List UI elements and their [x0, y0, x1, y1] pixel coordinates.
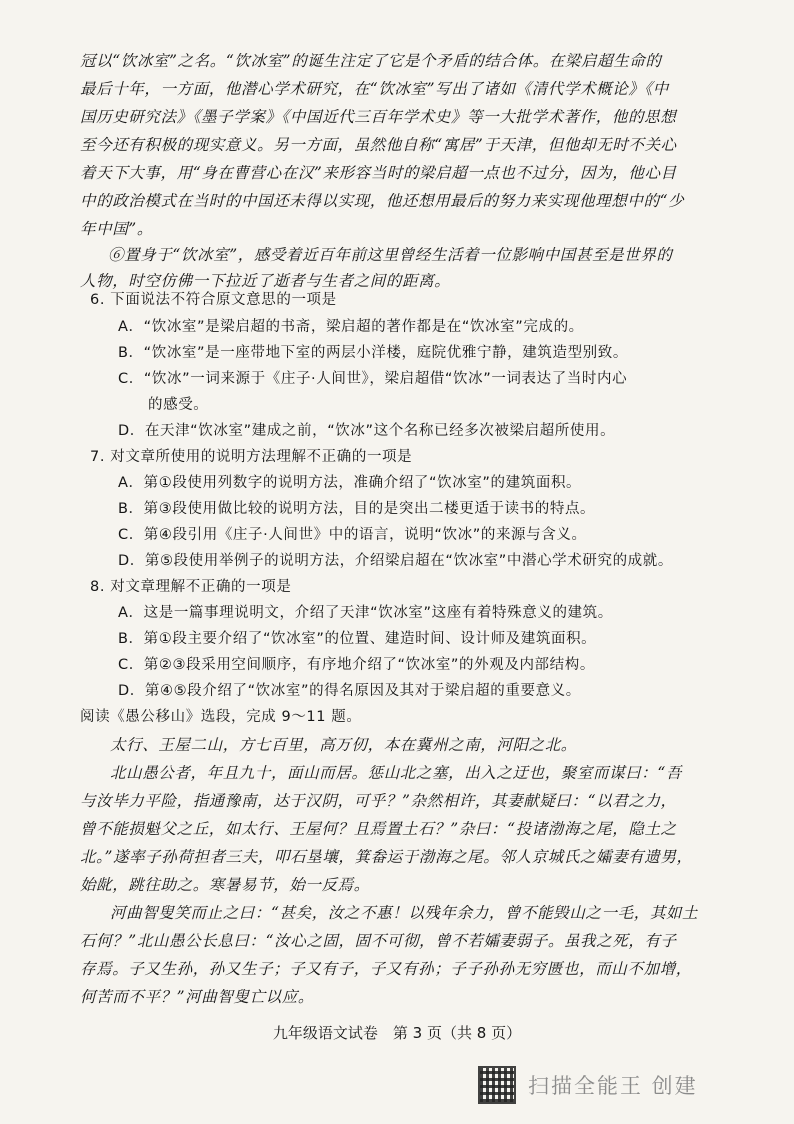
passage-line: 冠以“饮冰室”之名。“饮冰室”的诞生注定了它是个矛盾的结合体。在梁启超生命的	[80, 52, 662, 70]
classical-line: 曾不能损魁父之丘，如太行、王屋何？且焉置土石？”杂曰：“投诸渤海之尾，隐土之	[80, 820, 677, 838]
q6-option-c-cont: 的感受。	[148, 397, 209, 413]
passage-line: 着天下大事，用“身在曹营心在汉”来形容当时的梁启超一点也不过分，因为，他心目	[80, 164, 677, 182]
classical-line: 太行、王屋二山，方七百里，高万仞，本在冀州之南，河阳之北。	[110, 736, 577, 754]
classical-line: 始龀，跳往助之。寒暑易节，始一反焉。	[80, 876, 370, 894]
passage-line: 至今还有积极的现实意义。另一方面，虽然他自称“寓居”于天津，但他却无时不关心	[80, 136, 677, 154]
classical-line: 北山愚公者，年且九十，面山而居。惩山北之塞，出入之迂也，聚室而谋曰：“吾	[110, 764, 683, 782]
qr-code-icon	[478, 1066, 516, 1104]
q7-option-b: B．第③段使用做比较的说明方法，目的是突出二楼更适于读书的特点。	[118, 501, 596, 517]
passage-line: 中的政治模式在当时的中国还未得以实现，他还想用最后的努力来实现他理想中的“少	[80, 192, 685, 210]
q7-option-c: C．第④段引用《庄子·人间世》中的语言，说明“饮冰”的来源与含义。	[118, 527, 587, 543]
classical-line: 北。”遂率子孙荷担者三夫，叩石垦壤，箕畚运于渤海之尾。邻人京城氏之孀妻有遗男，	[80, 848, 693, 866]
page-footer: 九年级语文试卷 第 3 页（共 8 页）	[272, 1024, 522, 1042]
q7-option-a: A．第①段使用列数字的说明方法，准确介绍了“饮冰室”的建筑面积。	[118, 475, 582, 491]
reading-instruction: 阅读《愚公移山》选段，完成 9～11 题。	[80, 709, 362, 725]
classical-line: 石何？”北山愚公长息曰：“汝心之固，固不可彻，曾不若孀妻弱子。虽我之死，有子	[80, 932, 677, 950]
q8-option-d: D．第④⑤段介绍了“饮冰室”的得名原因及其对于梁启超的重要意义。	[118, 683, 581, 699]
q6-option-a: A．“饮冰室”是梁启超的书斋，梁启超的著作都是在“饮冰室”完成的。	[118, 319, 584, 335]
question-7-stem: 7. 对文章所使用的说明方法理解不正确的一项是	[90, 449, 413, 465]
classical-line: 与汝毕力平险，指通豫南，达于汉阴，可乎？”杂然相许，其妻献疑曰：“以君之力，	[80, 792, 677, 810]
q6-option-d: D．在天津“饮冰室”建成之前，“饮冰”这个名称已经多次被梁启超所使用。	[118, 423, 616, 439]
q8-option-a: A．这是一篇事理说明文，介绍了天津“饮冰室”这座有着特殊意义的建筑。	[118, 605, 613, 621]
classical-line: 何苦而不平？”河曲智叟亡以应。	[80, 988, 314, 1006]
question-6-stem: 6. 下面说法不符合原文意思的一项是	[90, 292, 337, 308]
passage-line: 国历史研究法》《墨子学案》《中国近代三百年学术史》等一大批学术著作，他的思想	[80, 108, 677, 126]
passage-line: 最后十年，一方面，他潜心学术研究，在“饮冰室”写出了诸如《清代学术概论》《中	[80, 80, 669, 98]
classical-line: 存焉。子又生孙，孙又生子；子又有子，子又有孙；子子孙孙无穷匮也，而山不加增，	[80, 960, 692, 978]
passage-line: ⑥置身于“饮冰室”，感受着近百年前这里曾经生活着一位影响中国甚至是世界的	[108, 246, 673, 264]
passage-line: 年中国”。	[80, 220, 153, 238]
q6-option-b: B．“饮冰室”是一座带地下室的两层小洋楼，庭院优雅宁静，建筑造型别致。	[118, 345, 628, 361]
q6-option-c: C．“饮冰”一词来源于《庄子·人间世》，梁启超借“饮冰”一词表达了当时内心	[118, 371, 628, 387]
q8-option-b: B．第①段主要介绍了“饮冰室”的位置、建造时间、设计师及建筑面积。	[118, 631, 597, 647]
classical-line: 河曲智叟笑而止之曰：“甚矣，汝之不惠！以残年余力，曾不能毁山之一毛，其如土	[110, 904, 699, 922]
q7-option-d: D．第⑤段使用举例子的说明方法，介绍梁启超在“饮冰室”中潜心学术研究的成就。	[118, 553, 673, 569]
scanner-watermark: 扫描全能王 创建	[528, 1074, 698, 1098]
passage-line: 人物，时空仿佛一下拉近了逝者与生者之间的距离。	[80, 272, 451, 290]
question-8-stem: 8. 对文章理解不正确的一项是	[90, 579, 292, 595]
q8-option-c: C．第②③段采用空间顺序，有序地介绍了“饮冰室”的外观及内部结构。	[118, 657, 595, 673]
